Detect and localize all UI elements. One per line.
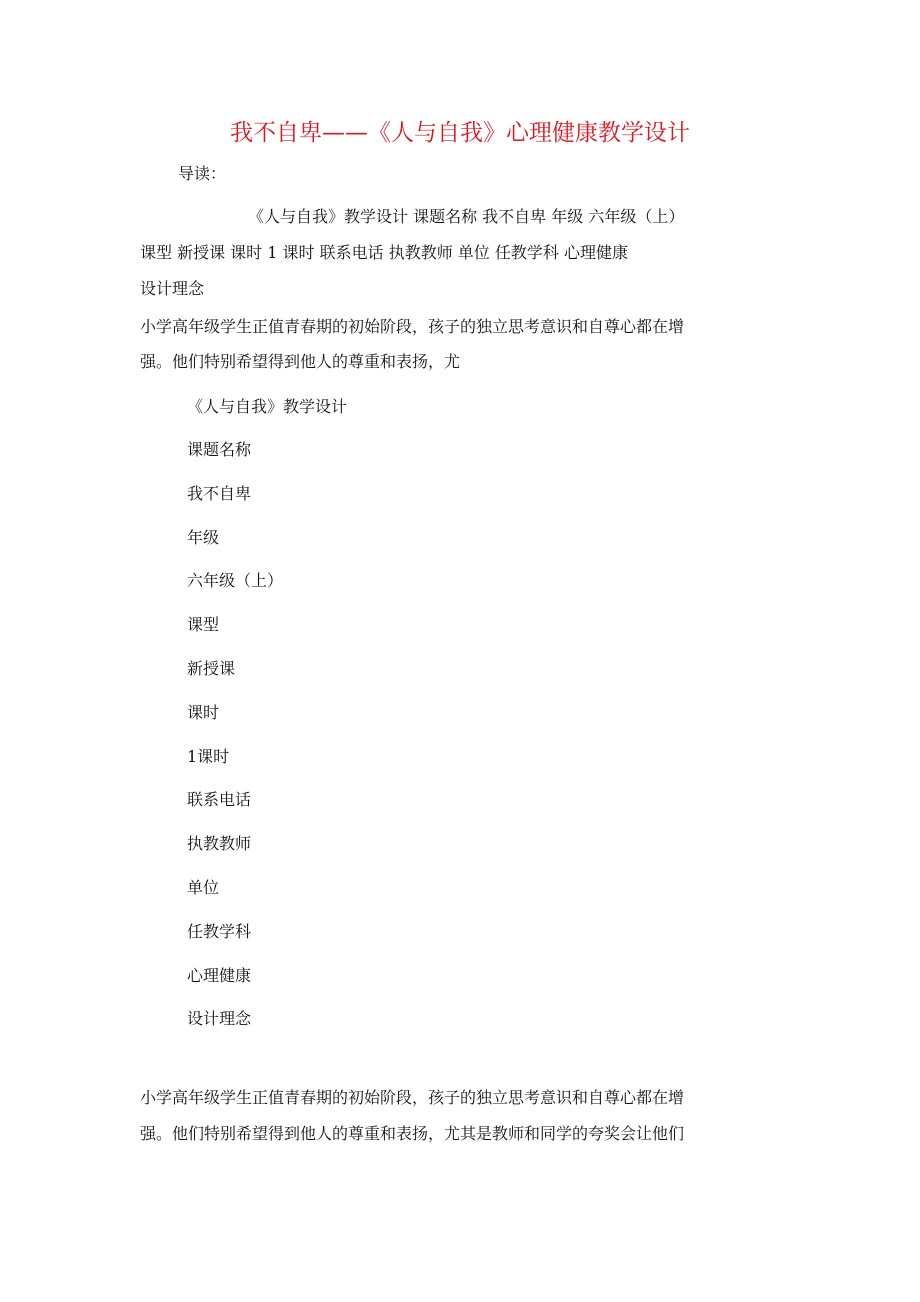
body-paragraph-line-1: 小学高年级学生正值青春期的初始阶段，孩子的独立思考意识和自尊心都在增 — [140, 1088, 685, 1107]
body-paragraph-line-2: 强。他们特别希望得到他人的尊重和表扬，尤其是教师和同学的夸奖会让他们 — [140, 1124, 685, 1143]
field-item: 任教学科 — [187, 921, 252, 941]
field-item: 我不自卑 — [187, 483, 252, 503]
intro-line-1: 《人与自我》教学设计 课题名称 我不自卑 年级 六年级（上） — [248, 207, 685, 226]
field-item: 1课时 — [187, 746, 230, 766]
intro-line-3: 设计理念 — [140, 279, 205, 298]
field-item: 六年级（上） — [187, 571, 284, 591]
section-title: 《人与自我》教学设计 — [187, 397, 348, 416]
intro-label: 导读： — [178, 164, 227, 183]
field-item: 设计理念 — [187, 1009, 252, 1029]
field-item: 心理健康 — [187, 965, 252, 985]
summary-paragraph-line-2: 强。他们特别希望得到他人的尊重和表扬，尤 — [140, 352, 461, 371]
field-list — [187, 440, 283, 1053]
field-item: 课时 — [187, 702, 220, 722]
field-item: 课题名称 — [187, 440, 252, 459]
field-item: 联系电话 — [187, 790, 252, 810]
field-item: 执教教师 — [187, 834, 252, 854]
summary-paragraph-line-1: 小学高年级学生正值青春期的初始阶段，孩子的独立思考意识和自尊心都在增 — [140, 317, 685, 336]
field-item: 课型 — [187, 615, 220, 635]
field-item: 新授课 — [187, 658, 236, 678]
document-title: 我不自卑——《人与自我》心理健康教学设计 — [230, 120, 690, 146]
intro-line-2: 课型 新授课 课时 1 课时 联系电话 执教教师 单位 任教学科 心理健康 — [140, 243, 628, 262]
field-item: 单位 — [187, 877, 220, 897]
field-item: 年级 — [187, 527, 220, 547]
